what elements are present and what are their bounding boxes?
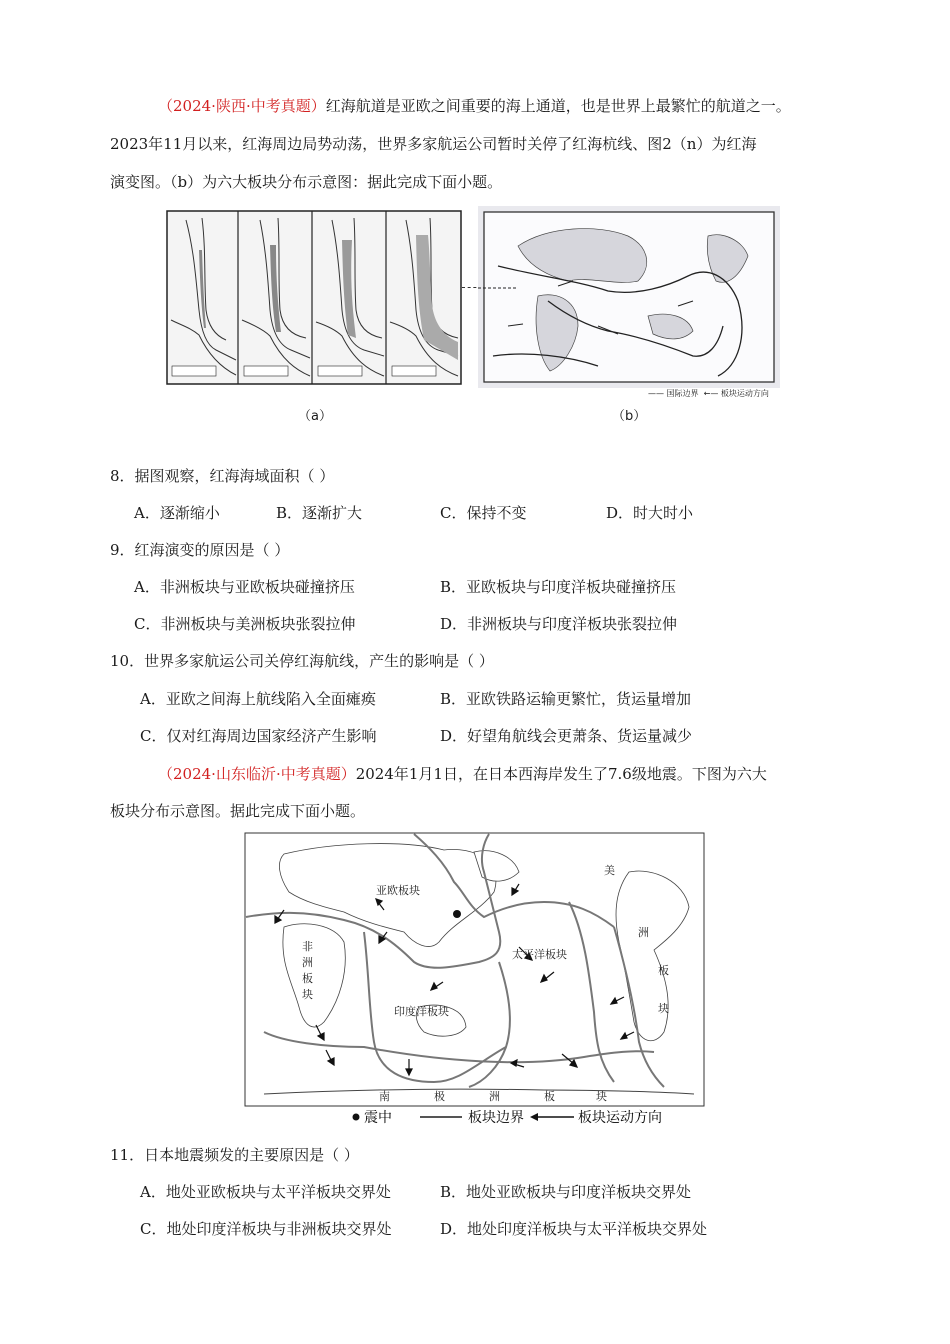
q10-option-b[interactable]: B．亚欧铁路运输更繁忙，货运量增加 [440,690,692,708]
source-tag-2: （2024·山东临沂·中考真题） [158,765,356,783]
q8-option-c[interactable]: C．保持不变 [440,504,527,522]
intro-text: 红海航道是亚欧之间重要的海上通道，也是世界上最繁忙的航道之一。 [325,97,791,115]
six-plates-map [244,832,705,1127]
label-indian-plate: 印度洋板块 [394,1005,449,1018]
question-8-stem: 8．据图观察，红海海域面积（ ） [110,467,335,485]
label-american-4: 块 [658,1002,669,1015]
question-9-stem: 9．红海演变的原因是（ ） [110,541,290,559]
intro-line-2: 2023年11月以来，红海周边局势动荡，世界多家航运公司暂时关停了红海杭线、图2（n）为红海 [110,135,757,153]
legend-epicenter-dot [353,1114,360,1121]
figure-b-plates-map [478,206,780,388]
label-antarctic-1: 南 [379,1090,390,1103]
label-african-1: 非 [302,940,313,953]
q11-option-d[interactable]: D．地处印度洋板块与太平洋板块交界处 [440,1220,708,1238]
q8-option-b[interactable]: B．逐渐扩大 [276,504,363,522]
label-african-3: 板 [302,972,313,985]
q9-option-d[interactable]: D．非洲板块与印度洋板块张裂拉伸 [440,615,678,633]
q11-option-c[interactable]: C．地处印度洋板块与非洲板块交界处 [140,1220,392,1238]
intro-line-1 [158,96,791,116]
epicenter-japan [453,910,461,918]
label-african-2: 洲 [302,956,313,969]
q9-option-b[interactable]: B．亚欧板块与印度洋板块碰撞挤压 [440,578,677,596]
label-american-1: 美 [604,864,615,877]
legend-boundary: 板块边界 [468,1110,524,1126]
label-antarctic-5: 块 [596,1090,607,1103]
intro2-line-1 [158,764,767,784]
label-american-2: 洲 [638,926,649,939]
q10-option-d[interactable]: D．好望角航线会更萧条、货运量减少 [440,727,693,745]
intro2-line-2: 板块分布示意图。据此完成下面小题。 [110,802,366,820]
figure-a-label: （a） [298,409,332,424]
label-pacific-plate: 太平洋板块 [512,948,567,961]
legend-arrow-head [530,1113,538,1121]
q9-option-c[interactable]: C．非洲板块与美洲板块张裂拉伸 [134,615,356,633]
legend-motion: ←— 板块运动方向 [703,389,769,398]
question-11-stem: 11．日本地震频发的主要原因是（ ） [110,1146,359,1164]
figure-a-svg [166,210,462,385]
q10-option-a[interactable]: A．亚欧之间海上航线陷入全面瘫痪 [140,690,376,708]
figure-b-svg [478,206,780,388]
figure-a-red-sea-evolution [166,210,462,385]
figure-b-label: （b） [612,409,647,424]
figure-b-legend [648,388,769,399]
q8-option-d[interactable]: D．时大时小 [606,504,694,522]
q9-option-a[interactable]: A．非洲板块与亚欧板块碰撞挤压 [134,578,355,596]
q11-option-a[interactable]: A．地处亚欧板块与太平洋板块交界处 [140,1183,391,1201]
q11-option-b[interactable]: B．地处亚欧板块与印度洋板块交界处 [440,1183,692,1201]
legend-border: —— 国际边界 [648,389,699,398]
question-10-stem: 10．世界多家航运公司关停红海航线，产生的影响是（ ） [110,652,494,670]
label-african-4: 块 [302,988,313,1001]
label-antarctic-3: 洲 [489,1090,500,1103]
label-american-3: 板 [658,964,669,977]
label-eurasian-plate: 亚欧板块 [376,884,420,897]
label-antarctic-4: 板 [544,1090,555,1103]
six-plates-svg [244,832,705,1127]
intro-line-3: 演变图。（b）为六大板块分布示意图：据此完成下面小题。 [110,173,503,191]
q8-option-a[interactable]: A．逐渐缩小 [134,504,220,522]
legend-direction: 板块运动方向 [578,1110,662,1126]
q10-option-c[interactable]: C．仅对红海周边国家经济产生影响 [140,727,377,745]
label-antarctic-2: 极 [434,1090,445,1103]
legend-epicenter: 震中 [364,1110,392,1126]
intro2-text: 2024年1月1日，在日本西海岸发生了7.6级地震。下图为六大 [355,765,767,783]
source-tag: （2024·陕西·中考真题） [158,97,326,115]
